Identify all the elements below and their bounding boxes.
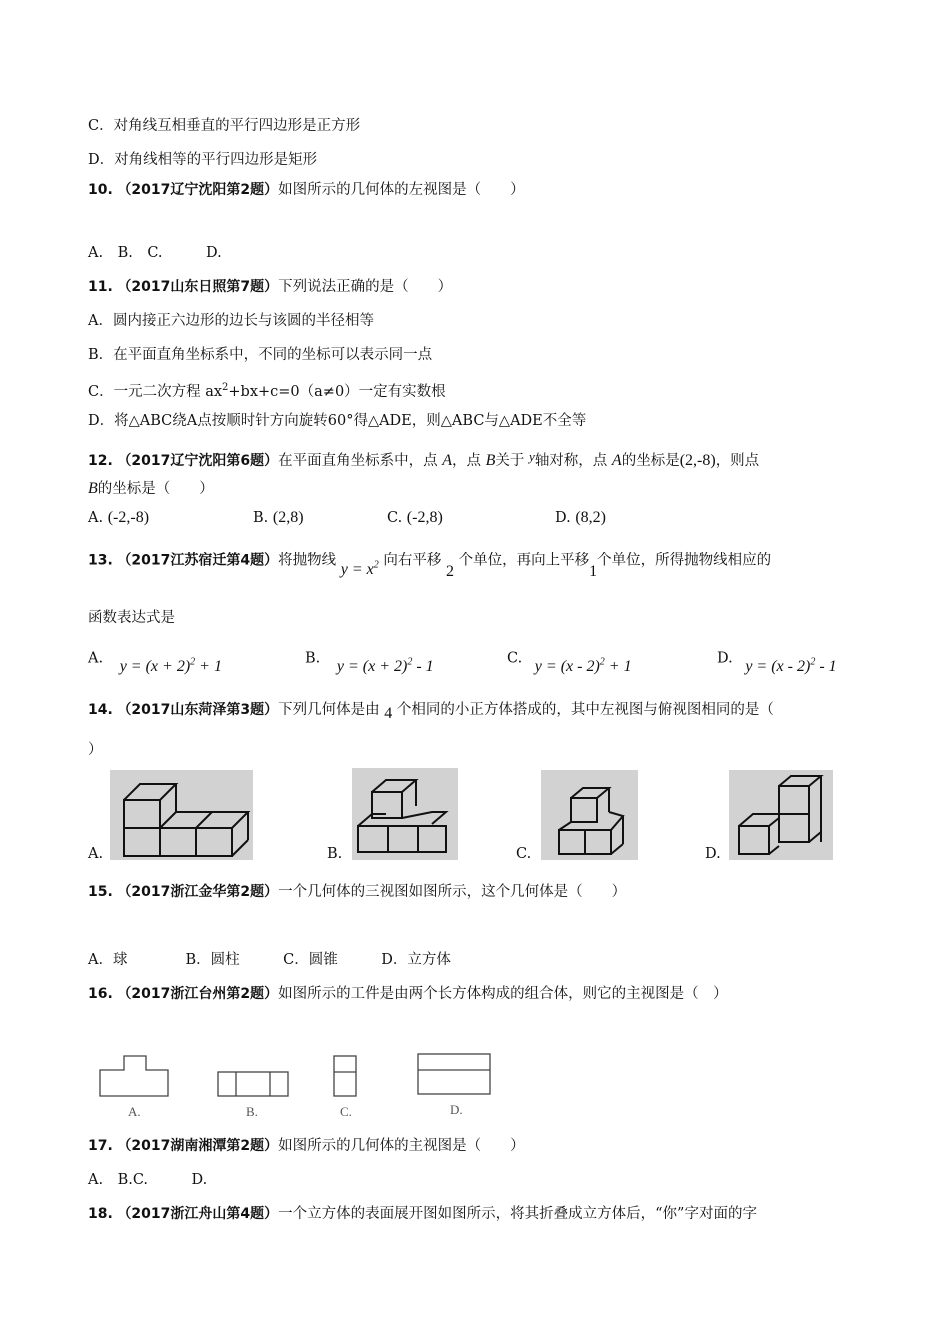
q16-figure-d (412, 1050, 496, 1122)
q11-option-c-post: +bx+c=0（a≠0）一定有实数根 (228, 383, 446, 400)
q13-number: 13. (88, 552, 113, 569)
q16-label-c: C. (340, 1104, 352, 1119)
q16-number: 16. (88, 986, 113, 1002)
q12-option-b-value: (2,8) (272, 509, 304, 526)
q15-number: 15. (88, 884, 113, 900)
q13-option-d (717, 648, 837, 676)
q13-option-b (305, 648, 434, 676)
q14-figure-a (110, 770, 253, 860)
q10-number: 10. (88, 182, 113, 198)
q12-line2-point-b: B (88, 480, 98, 497)
q15-source: （2017浙江金华第2题） (117, 884, 279, 900)
q14-label-d: D. (705, 846, 721, 862)
q14-figure-c (541, 770, 638, 860)
q13-option-d-post: - 1 (815, 658, 837, 676)
q14-figure-b (352, 768, 458, 860)
q13-option-a (88, 648, 222, 676)
q16-label-a: A. (128, 1104, 141, 1119)
q13-option-d-label: D. (717, 650, 733, 667)
q12-option-a-label: A. (88, 510, 104, 526)
q12-point-a2: A (611, 452, 622, 469)
q16-stem (88, 984, 728, 1004)
q10-source: （2017辽宁沈阳第2题） (117, 182, 279, 198)
q12-option-c-label: C. (387, 510, 403, 526)
q9-option-c: C．对角线互相垂直的平行四边形是正方形 (88, 118, 361, 134)
q13-option-b-pre: y = (x + 2) (336, 658, 408, 676)
q11-option-a: A．圆内接正六边形的边长与该圆的半径相等 (88, 313, 374, 329)
q12-option-d-label: D. (555, 510, 571, 526)
q13-option-c-post: + 1 (604, 658, 632, 676)
q13-text-3: 个单位，再向上平移 (458, 552, 590, 569)
q11-source: （2017山东日照第7题） (117, 279, 279, 295)
q14-stem-line2: ） (88, 742, 103, 758)
q13-text-2: 向右平移 (383, 552, 442, 569)
q17-source: （2017湖南湘潭第2题） (117, 1138, 279, 1154)
q11-text: 下列说法正确的是（ ） (278, 279, 453, 295)
q13-text-1: 将抛物线 (278, 552, 337, 569)
q12-text-3: 关于 (495, 453, 525, 469)
q11-number: 11. (88, 279, 113, 295)
q13-num-2: 1 (589, 563, 598, 581)
q17-stem (88, 1136, 525, 1156)
q14-label-c: C. (516, 846, 532, 862)
q14-label-b: B. (327, 846, 343, 862)
q12-text-5: 的坐标是 (621, 453, 680, 469)
q13-option-b-expr (337, 658, 434, 675)
q12-option-d (555, 509, 606, 527)
q13-option-a-label: A. (88, 650, 104, 667)
q18-number: 18. (88, 1206, 113, 1222)
q16-figure-a (96, 1050, 176, 1122)
q13-equation-sup: 2 (373, 560, 379, 571)
q12-coordinate: (2,-8) (679, 452, 716, 469)
q12-point-a: A (442, 452, 453, 469)
q17-text: 如图所示的几何体的主视图是（ ） (278, 1138, 525, 1154)
q14-count: 4 (384, 705, 393, 722)
q12-text-6: ，则点 (715, 453, 760, 469)
q13-option-d-expr (745, 658, 836, 675)
q12-text-2: ，点 (452, 453, 482, 469)
q17-number: 17. (88, 1138, 113, 1154)
q13-option-c-sup: 2 (599, 657, 605, 668)
q13-option-a-pre: y = (x + 2) (119, 658, 191, 676)
q18-text: 一个立方体的表面展开图如图所示，将其折叠成立方体后，“你”字对面的字 (278, 1206, 757, 1222)
q12-text-4: 轴对称，点 (534, 453, 608, 469)
q13-stem-line2: 函数表达式是 (88, 610, 175, 626)
q13-option-b-label: B. (305, 650, 321, 667)
q16-figure-b (214, 1050, 294, 1122)
q13-option-c (507, 648, 632, 676)
q12-source: （2017辽宁沈阳第6题） (117, 453, 279, 469)
q14-figure-d (729, 770, 833, 860)
q14-label-a: A. (88, 846, 104, 862)
q13-option-a-post: + 1 (195, 658, 222, 676)
q11-option-c (88, 378, 446, 402)
q13-option-c-expr (535, 658, 632, 675)
q13-option-c-pre: y = (x - 2) (534, 658, 600, 676)
q16-label-d: D. (450, 1102, 463, 1117)
q18-source: （2017浙江舟山第4题） (117, 1206, 279, 1222)
q12-option-d-value: (8,2) (575, 509, 606, 526)
q13-equation-base: y = x (340, 561, 374, 579)
q18-stem (88, 1204, 757, 1224)
q13-text-4: 个单位，所得抛物线相应的 (597, 552, 772, 569)
q12-option-a (88, 509, 149, 527)
q14-stem (88, 700, 774, 720)
q12-stem-line2 (88, 479, 214, 499)
q12-option-c-value: (-2,8) (406, 509, 443, 526)
q11-stem (88, 277, 452, 297)
q15-text: 一个几何体的三视图如图所示，这个几何体是（ ） (278, 884, 627, 900)
q13-option-d-pre: y = (x - 2) (745, 658, 811, 676)
q12-text-1: 在平面直角坐标系中，点 (278, 453, 438, 469)
q11-option-c-pre: C．一元二次方程 ax (88, 383, 223, 400)
q16-label-b: B. (246, 1104, 258, 1119)
q16-text: 如图所示的工件是由两个长方体构成的组合体，则它的主视图是（ ） (278, 986, 728, 1002)
q13-option-b-post: - 1 (412, 658, 434, 676)
q11-option-d: D．将△ABC绕A点按顺时针方向旋转60°得△ADE，则△ABC与△ADE不全等 (88, 413, 587, 429)
q13-num-1: 2 (445, 563, 454, 581)
q12-option-b (253, 509, 304, 527)
q13-stem (88, 546, 772, 581)
q13-option-d-sup: 2 (810, 657, 816, 668)
q13-option-b-sup: 2 (407, 657, 413, 668)
q16-figure-c (326, 1050, 376, 1122)
q12-line2-text: 的坐标是（ ） (97, 481, 214, 497)
q13-option-a-sup: 2 (190, 657, 196, 668)
q16-source: （2017浙江台州第2题） (117, 986, 279, 1002)
q14-number: 14. (88, 702, 113, 718)
q9-option-d: D．对角线相等的平行四边形是矩形 (88, 152, 318, 168)
q10-text: 如图所示的几何体的左视图是（ ） (278, 182, 525, 198)
q13-equation (341, 561, 379, 578)
q13-option-c-label: C. (507, 650, 523, 667)
q14-source: （2017山东菏泽第3题） (117, 702, 279, 718)
q17-options: A. B.C. D. (88, 1172, 208, 1188)
q10-stem (88, 180, 525, 200)
q13-source: （2017江苏宿迁第4题） (117, 552, 279, 569)
q10-options: A. B. C. D. (88, 245, 222, 261)
q15-stem (88, 882, 626, 902)
q12-option-c (387, 509, 443, 527)
q12-option-b-label: B. (253, 510, 269, 526)
q12-option-a-value: (-2,-8) (107, 509, 150, 526)
q11-option-c-sup: 2 (222, 382, 229, 393)
q13-option-a-expr (120, 658, 222, 675)
q12-y-axis: y (529, 449, 535, 464)
q12-number: 12. (88, 453, 113, 469)
q12-point-b: B (485, 452, 496, 469)
q11-option-b: B．在平面直角坐标系中，不同的坐标可以表示同一点 (88, 347, 433, 363)
q14-text-1: 下列几何体是由 (278, 702, 380, 718)
q15-options: A．球 B．圆柱 C．圆锥 D．立方体 (88, 952, 451, 968)
q14-text-2: 个相同的小正方体搭成的，其中左视图与俯视图相同的是（ (396, 702, 774, 718)
q12-stem (88, 447, 759, 471)
